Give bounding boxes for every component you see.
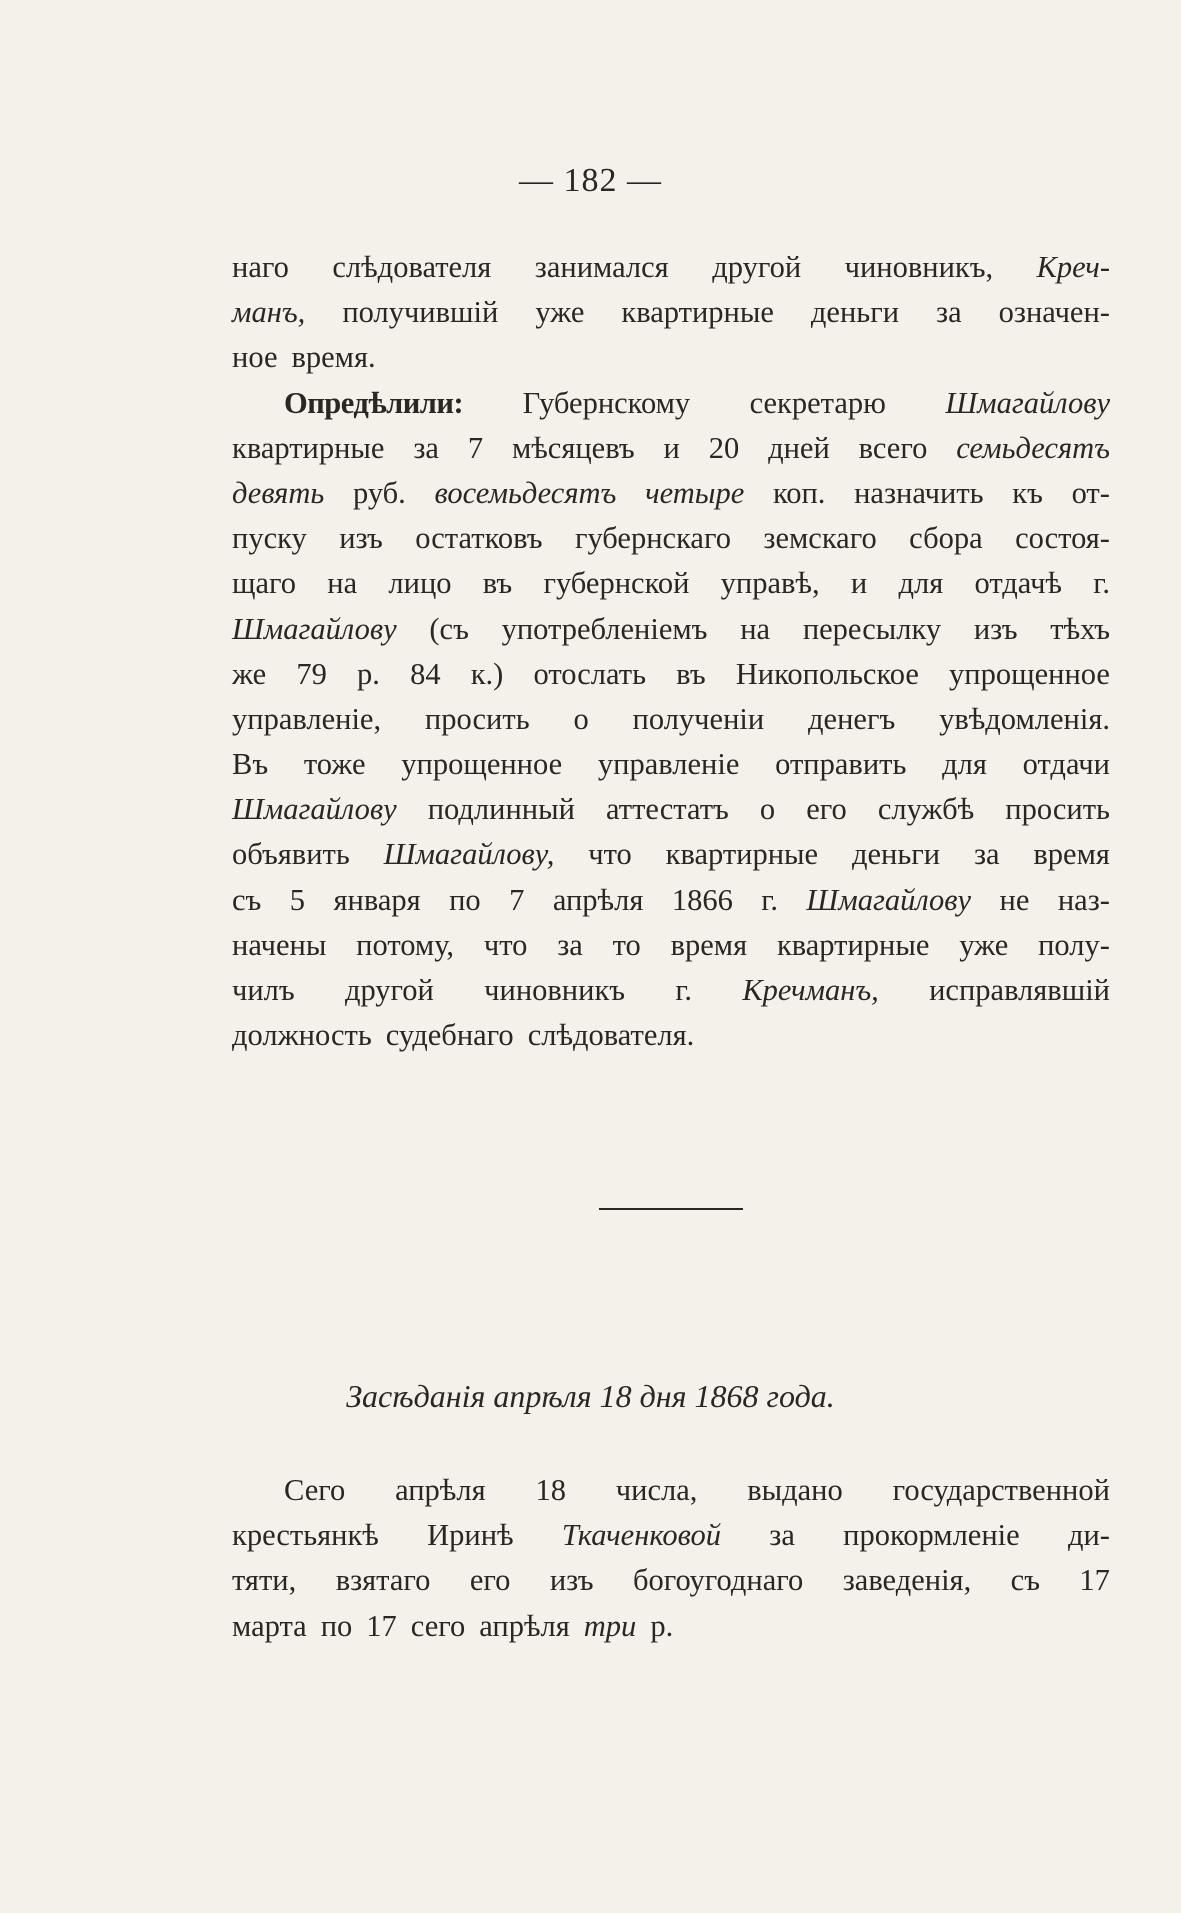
word: назначить: [854, 475, 984, 510]
word: денегъ: [808, 701, 896, 736]
text-line: [232, 923, 1110, 968]
word: упрощенное: [401, 747, 563, 782]
word: начены: [232, 927, 327, 962]
text-line: [232, 1558, 1110, 1603]
text-line: [232, 742, 1110, 787]
amount-words: семьдесятъ: [956, 430, 1110, 465]
word: губернскаго: [574, 521, 731, 556]
word: сего: [410, 1608, 466, 1643]
word: Губернскому: [522, 385, 691, 420]
word: 7: [509, 882, 525, 917]
word: квартирные: [621, 295, 774, 330]
word: къ: [1012, 475, 1043, 510]
name-tkachenkova: Ткаченковой: [561, 1518, 722, 1553]
word: просить: [1005, 792, 1110, 827]
word: чиновникъ: [484, 973, 626, 1007]
word: и: [850, 566, 868, 601]
word: время: [670, 927, 748, 962]
word: подлинный: [427, 792, 575, 827]
word: квартирные: [665, 837, 819, 872]
word: состоя-: [1015, 521, 1110, 556]
word: пересылку: [802, 611, 942, 646]
word: мѣсяцевъ: [511, 430, 635, 465]
session-heading: Засѣданія апрѣля 18 дня 1868 года.: [346, 1378, 835, 1414]
session-text-block: [232, 1468, 1110, 1649]
word: чилъ: [232, 973, 295, 1007]
name-kretschman: Креч-: [1036, 250, 1110, 284]
text-line: [232, 1013, 1110, 1058]
word: руб.: [352, 475, 406, 510]
amount-words: девять: [232, 475, 325, 510]
word: губернской: [543, 566, 690, 601]
word: Сего: [284, 1473, 346, 1507]
word: коп.: [772, 475, 826, 510]
word: что: [588, 837, 632, 872]
word: управленіе: [597, 747, 740, 782]
text-line: [232, 1604, 1110, 1649]
word: означен-: [998, 295, 1110, 330]
word: 1866: [671, 882, 733, 917]
word: от-: [1071, 475, 1110, 510]
word: его: [806, 792, 847, 827]
word: время.: [291, 340, 376, 375]
word: на: [327, 566, 358, 601]
word: исправлявшій: [929, 973, 1110, 1007]
word: 17: [366, 1608, 397, 1643]
word: взятаго: [335, 1563, 431, 1598]
text-line: [232, 561, 1110, 606]
name-shmagailov: Шмагайлову: [232, 611, 397, 646]
word: отослать: [533, 656, 647, 691]
name-shmagailov: Шмагайлову: [806, 882, 972, 917]
section-divider: [599, 1208, 743, 1210]
word: управленіе,: [232, 701, 382, 736]
word: ди-: [1067, 1518, 1110, 1553]
text-line: [232, 1513, 1110, 1558]
word: секретарю: [749, 385, 886, 420]
word: другой: [344, 973, 434, 1007]
word: Иринѣ: [427, 1518, 514, 1553]
name-shmagailov: Шмагайлову: [945, 385, 1110, 420]
word: января: [333, 882, 421, 917]
word: р.: [357, 656, 380, 691]
word: получившій: [342, 295, 499, 330]
word: 84: [410, 656, 441, 691]
word: р.: [650, 1608, 674, 1643]
word: апрѣля: [395, 1473, 486, 1507]
word: пуску: [232, 521, 307, 556]
word: въ: [482, 566, 513, 601]
word: крестьянкѣ: [232, 1518, 379, 1553]
word: 7: [467, 430, 484, 465]
word: всего: [858, 430, 928, 465]
word: апрѣля: [552, 882, 644, 917]
text-line: [232, 381, 1110, 426]
word: же: [232, 656, 267, 691]
word: изъ: [549, 1563, 594, 1598]
word: другой: [712, 250, 802, 284]
word: изъ: [973, 611, 1018, 646]
word: полученіи: [632, 701, 765, 736]
main-text-block: [232, 245, 1110, 1058]
word: г.: [1093, 566, 1110, 601]
word: 17: [1079, 1563, 1110, 1598]
word: квартирные: [232, 430, 385, 465]
word: употребленіемъ: [501, 611, 708, 646]
word: судебнаго: [385, 1018, 514, 1053]
amount-words: три: [583, 1608, 637, 1643]
word: заведенія,: [842, 1563, 972, 1598]
word: квартирные: [776, 927, 930, 962]
word: за: [936, 295, 962, 330]
word: за: [769, 1518, 795, 1553]
word: 20: [708, 430, 740, 465]
word: упрощенное: [949, 656, 1110, 691]
word: время: [1033, 837, 1110, 872]
text-line: [232, 516, 1110, 561]
word: за: [973, 837, 1000, 872]
page-number: — 182 —: [519, 162, 662, 199]
text-line: [232, 245, 1110, 290]
text-line: [232, 607, 1110, 652]
word: прокормленіе: [843, 1518, 1020, 1553]
word: Въ: [232, 747, 269, 782]
word: не: [999, 882, 1030, 917]
word: тяти,: [232, 1563, 297, 1598]
name-shmagailov: Шмагайлову,: [383, 837, 555, 872]
word: на: [740, 611, 771, 646]
word: занимался: [534, 250, 669, 284]
word: отправить: [775, 747, 907, 782]
word: уже: [959, 927, 1009, 962]
word: о: [759, 792, 776, 827]
word: въ: [676, 656, 706, 691]
word: уже: [535, 295, 585, 330]
text-line: [232, 832, 1110, 877]
name-shmagailov: Шмагайлову: [232, 792, 397, 827]
word: по: [320, 1608, 353, 1643]
word: сбора: [909, 521, 983, 556]
word: Никопольское: [735, 656, 919, 691]
word: г.: [761, 882, 778, 917]
word: тѣхъ: [1050, 611, 1110, 646]
amount-words: четыре: [645, 475, 745, 510]
word: слѣдователя: [332, 250, 492, 284]
name-kretschman: Кречманъ,: [742, 973, 879, 1007]
word: и: [663, 430, 680, 465]
text-line: [232, 471, 1110, 516]
word: отдачѣ: [974, 566, 1062, 601]
word: по: [449, 882, 481, 917]
word: то: [612, 927, 641, 962]
word: г.: [675, 973, 693, 1007]
word: отдачи: [1022, 747, 1110, 782]
word: службѣ: [877, 792, 975, 827]
word: изъ: [339, 521, 383, 556]
word: щаго: [232, 566, 297, 601]
word: за: [413, 430, 439, 465]
word: тоже: [303, 747, 366, 782]
word: числа,: [615, 1473, 698, 1507]
text-line: [232, 335, 1110, 380]
text-line: [232, 426, 1110, 471]
word: чиновникъ,: [844, 250, 994, 284]
word: лицо: [388, 566, 452, 601]
text-line: [232, 652, 1110, 697]
word: съ: [232, 882, 262, 917]
word: его: [469, 1563, 511, 1598]
word: потому,: [356, 927, 455, 962]
word: о: [573, 701, 589, 736]
word: марта: [232, 1608, 307, 1643]
word: съ: [1010, 1563, 1040, 1598]
text-line: [232, 290, 1110, 335]
name-kretschman: манъ,: [232, 295, 306, 330]
text-line: [232, 878, 1110, 923]
word: для: [942, 747, 987, 782]
text-line: [232, 968, 1110, 1013]
word: к.): [470, 656, 504, 691]
word: государственной: [892, 1473, 1110, 1507]
word: полу-: [1038, 927, 1110, 962]
amount-words: восемьдесятъ: [434, 475, 617, 510]
word: дней: [768, 430, 830, 465]
word: для: [898, 566, 944, 601]
word: деньги: [810, 295, 900, 330]
word: за: [557, 927, 583, 962]
word: аттестатъ: [606, 792, 729, 827]
word: земскаго: [763, 521, 877, 556]
word: 18: [535, 1473, 566, 1507]
word: слѣдователя.: [527, 1018, 695, 1053]
text-line: [232, 697, 1110, 742]
word: остатковъ: [415, 521, 543, 556]
word: что: [483, 927, 528, 962]
word: выдано: [747, 1473, 843, 1507]
word: 5: [289, 882, 306, 917]
word: увѣдомленія.: [939, 701, 1110, 736]
word: наго: [232, 250, 289, 284]
word: апрѣля: [479, 1608, 570, 1643]
text-line: [232, 1468, 1110, 1513]
word: ное: [232, 340, 278, 375]
word: управѣ,: [720, 566, 820, 601]
word: (съ: [429, 611, 469, 646]
word: деньги: [851, 837, 941, 872]
word: объявить: [232, 837, 350, 872]
word: богоугоднаго: [632, 1563, 804, 1598]
text-line: [232, 787, 1110, 832]
resolution-label: Опредѣлили:: [284, 385, 464, 420]
word: наз-: [1057, 882, 1110, 917]
word: должность: [232, 1018, 372, 1053]
word: 79: [296, 656, 327, 691]
word: просить: [424, 701, 530, 736]
